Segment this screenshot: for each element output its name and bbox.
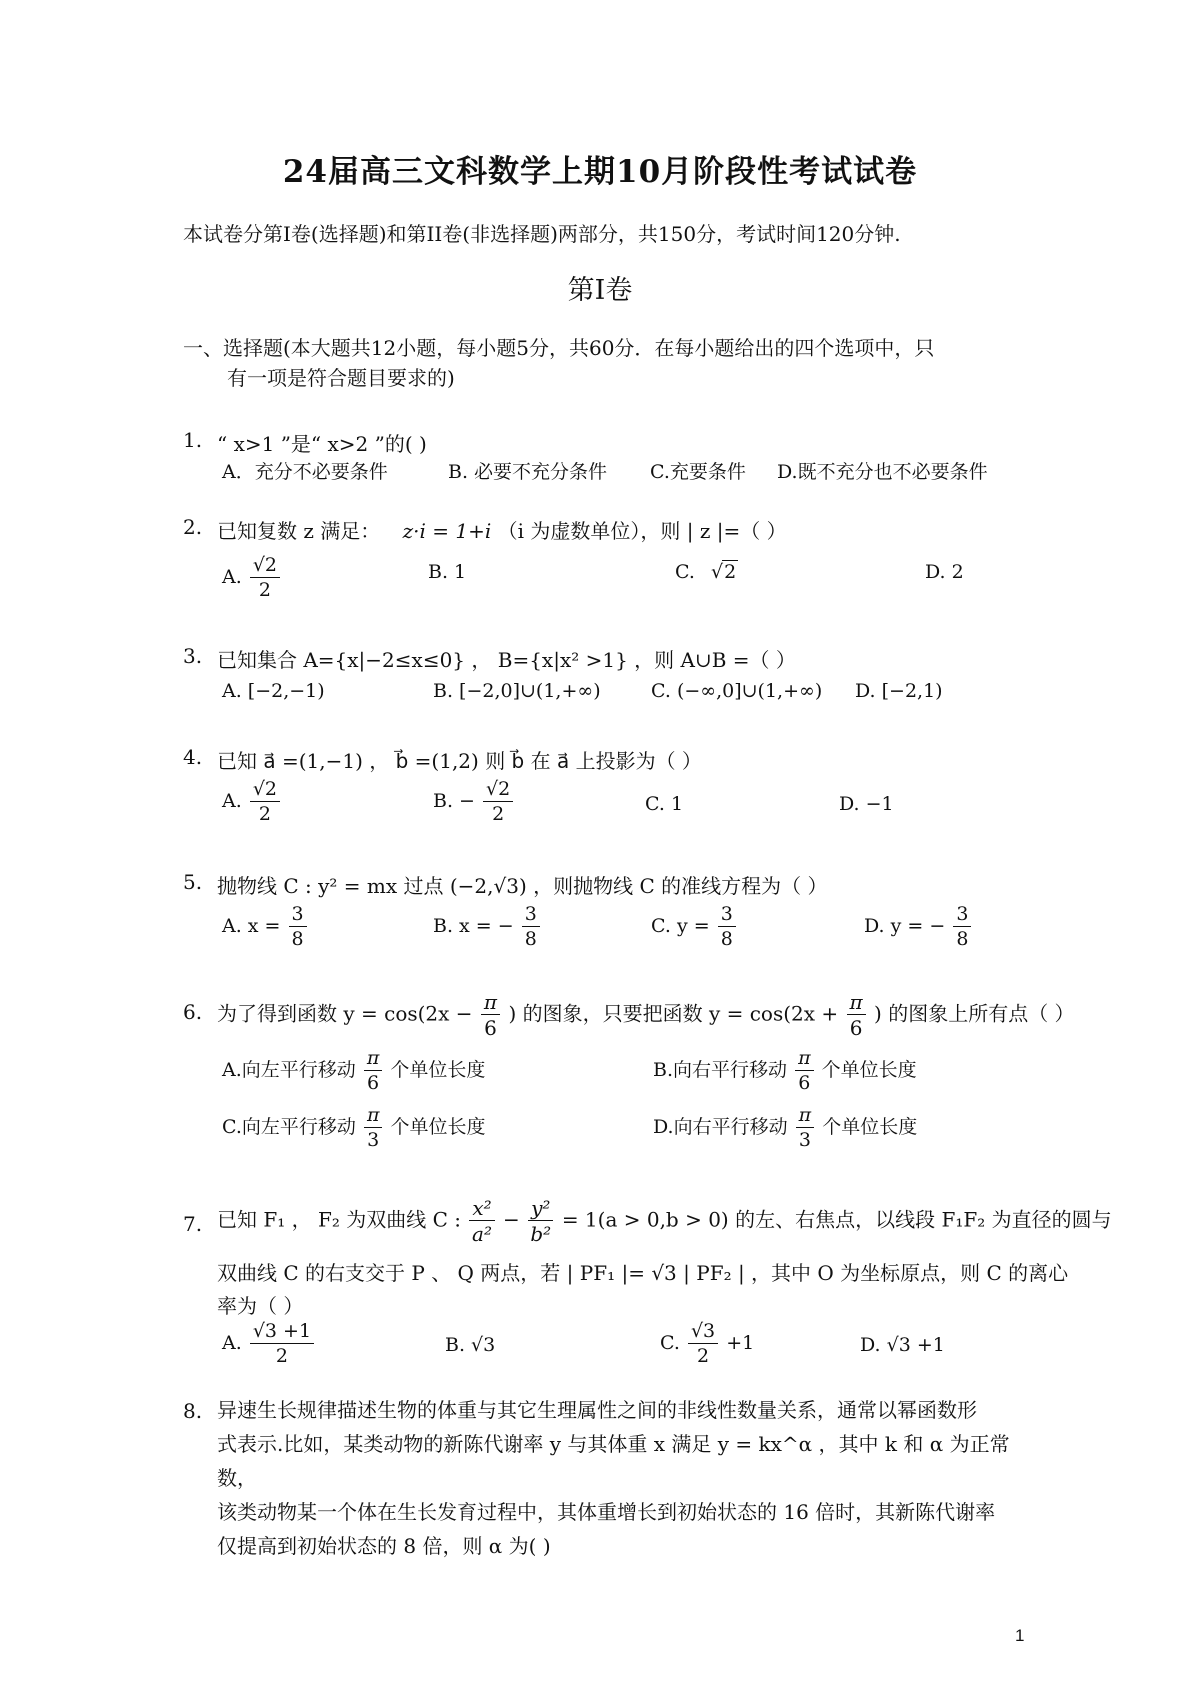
- stem-line: 仅提高到初始状态的 8 倍，则 α 为( ): [217, 1534, 551, 1558]
- option-label: A.: [222, 566, 242, 588]
- section-heading: [183, 333, 1023, 393]
- question-stem-line-1: [217, 1198, 1112, 1244]
- option-label: C. y =: [651, 915, 710, 937]
- option-label: D.向右平行移动: [653, 1116, 788, 1138]
- numerator: 3: [522, 905, 540, 927]
- numerator: √2: [250, 556, 280, 578]
- numerator: π: [481, 992, 500, 1015]
- fraction: [469, 1198, 494, 1244]
- question-number: 8.: [183, 1399, 203, 1423]
- fraction: [481, 992, 500, 1038]
- exam-intro: 本试卷分第I卷(选择题)和第II卷(非选择题)两部分，共150分，考试时间120分钟.: [183, 222, 901, 246]
- denominator: 6: [367, 1072, 380, 1094]
- fraction: [522, 905, 540, 949]
- question-number: 6.: [183, 1000, 203, 1024]
- option-d: D.既不充分也不必要条件: [777, 461, 988, 483]
- fraction: [796, 1106, 815, 1150]
- option-label: B. x = −: [433, 915, 514, 937]
- question-number: 2.: [183, 515, 203, 539]
- denominator: 6: [484, 1016, 497, 1040]
- option-label: C.向左平行移动: [222, 1116, 356, 1138]
- option-c: [660, 1322, 754, 1366]
- question-stem: [217, 992, 1075, 1038]
- denominator: 3: [367, 1129, 380, 1151]
- question-number: 5.: [183, 870, 203, 894]
- option-d: D. 2: [925, 561, 964, 583]
- option-a: [222, 1322, 316, 1366]
- option-c: C. (−∞,0]∪(1,+∞): [651, 680, 823, 702]
- option-d: D. √3 +1: [860, 1334, 945, 1356]
- stem-line: 式表示.比如，某类动物的新陈代谢率 y 与其体重 x 满足 y = kx^α ，其中 k 和 α 为正常数，: [217, 1432, 1010, 1490]
- denominator: 8: [720, 928, 733, 950]
- sqrt: √2: [710, 561, 737, 583]
- numerator: √2: [483, 780, 513, 802]
- question-stem: “ x>1 ”是“ x>2 ”的( ): [217, 432, 427, 456]
- numerator: √3 +1: [250, 1322, 314, 1344]
- option-c: C. 1: [645, 793, 684, 815]
- option-unit: 个单位长度: [821, 1059, 917, 1081]
- denominator: 2: [258, 579, 271, 601]
- question-number: 3.: [183, 644, 203, 668]
- option-c: [651, 905, 738, 949]
- fraction: [688, 1322, 718, 1366]
- option-a: [222, 780, 282, 824]
- fraction: [250, 556, 280, 600]
- minus-sign: −: [503, 1207, 520, 1232]
- numerator: 3: [718, 905, 736, 927]
- denominator: 8: [956, 928, 969, 950]
- option-b: [433, 905, 542, 949]
- question-stem: 抛物线 C : y² = mx 过点 (−2,√3) ，则抛物线 C 的准线方程为（ ）: [217, 874, 828, 898]
- question-number: 7.: [183, 1212, 203, 1236]
- fraction: [953, 905, 971, 949]
- stem-part: ) 的图象上所有点（ ）: [874, 1001, 1075, 1026]
- stem-line: 该类动物某一个体在生长发育过程中，其体重增长到初始状态的 16 倍时，其新陈代谢率: [217, 1500, 996, 1524]
- stem-part: ) 的图象，只要把函数 y = cos(2x +: [508, 1001, 839, 1026]
- stem-line: 异速生长规律描述生物的体重与其它生理属性之间的非线性数量关系，通常以幂函数形: [217, 1398, 977, 1422]
- option-label: A. x =: [222, 915, 281, 937]
- denominator: 6: [849, 1016, 863, 1040]
- option-label: B. −: [433, 790, 475, 812]
- option-label: A.: [222, 1332, 242, 1354]
- numerator: π: [364, 1049, 383, 1071]
- stem-part: = 1(a > 0,b > 0) 的左、右焦点，以线段 F₁F₂ 为直径的圆与: [561, 1207, 1112, 1232]
- option-unit: 个单位长度: [390, 1116, 486, 1138]
- option-d: D. [−2,1): [855, 680, 943, 702]
- option-d: [653, 1106, 917, 1150]
- fraction: [795, 1049, 814, 1093]
- denominator: 2: [697, 1345, 710, 1367]
- question-stem-line-2: 双曲线 C 的右支交于 P 、 Q 两点，若 | PF₁ |= √3 | PF₂ | ，其中 O 为坐标原点，则 C 的离心: [217, 1261, 1069, 1285]
- question-stem: 已知 a⃗ =(1,−1) ， b⃗ =(1,2) 则 b⃗ 在 a⃗ 上投影为（ ）: [217, 749, 702, 773]
- option-b: B. 必要不充分条件: [448, 461, 608, 483]
- question-stem: 已知集合 A={x|−2≤x≤0} ， B={x|x² >1} ，则 A∪B =（ ）: [217, 648, 796, 672]
- option-tail: +1: [726, 1332, 755, 1354]
- fraction: [250, 780, 280, 824]
- denominator: 8: [291, 928, 304, 950]
- option-label: D. y = −: [864, 915, 946, 937]
- question-stem: [217, 515, 787, 544]
- denominator: 3: [798, 1129, 811, 1151]
- exam-title: 24届高三文科数学上期10月阶段性考试试卷: [282, 154, 918, 190]
- fraction: [847, 992, 866, 1038]
- numerator: √3: [688, 1322, 718, 1344]
- option-b: B. [−2,0]∪(1,+∞): [433, 680, 601, 702]
- denominator: 2: [275, 1345, 288, 1367]
- option-b: B. √3: [445, 1334, 496, 1356]
- option-a: [222, 556, 282, 600]
- option-a: [222, 905, 309, 949]
- numerator: π: [847, 992, 866, 1015]
- option-a: [222, 1049, 485, 1093]
- numerator: 3: [953, 905, 971, 927]
- numerator: √2: [250, 780, 280, 802]
- option-label: B.向右平行移动: [653, 1059, 788, 1081]
- option-c: [675, 561, 738, 583]
- question-stem-line-3: 率为（ ）: [217, 1294, 304, 1318]
- fraction: [289, 905, 307, 949]
- denominator: b²: [530, 1222, 552, 1246]
- option-d: [864, 905, 973, 949]
- section-line-1: 一、选择题(本大题共12小题，每小题5分，共60分．在每小题给出的四个选项中，只: [183, 336, 935, 360]
- denominator: 2: [492, 803, 505, 825]
- option-b: [433, 780, 515, 824]
- fraction: [718, 905, 736, 949]
- numerator: y²: [528, 1198, 553, 1221]
- fraction: [364, 1049, 383, 1093]
- question-stem: [217, 1393, 1047, 1563]
- option-label: A.向左平行移动: [222, 1059, 356, 1081]
- option-d: D. −1: [839, 793, 894, 815]
- fraction: [250, 1322, 314, 1366]
- fraction: [528, 1198, 553, 1244]
- question-number: 4.: [183, 745, 203, 769]
- option-a: A. [−2,−1): [222, 680, 325, 702]
- numerator: π: [364, 1106, 383, 1128]
- stem-part: 已知 F₁ ， F₂ 为双曲线 C :: [217, 1207, 461, 1232]
- question-number: 1.: [183, 428, 203, 452]
- denominator: 8: [524, 928, 537, 950]
- stem-part: 已知复数 z 满足：: [217, 519, 381, 543]
- denominator: a²: [472, 1222, 492, 1246]
- section-line-2: 有一项是符合题目要求的): [227, 366, 455, 390]
- option-unit: 个单位长度: [822, 1116, 918, 1138]
- numerator: 3: [289, 905, 307, 927]
- option-c: [222, 1106, 486, 1150]
- page-number: 1: [1015, 1626, 1025, 1645]
- option-c: C.充要条件: [650, 461, 746, 483]
- option-a: A．充分不必要条件: [222, 461, 388, 483]
- option-unit: 个单位长度: [390, 1059, 486, 1081]
- stem-part: （i 为虚数单位），则 | z |=（ ）: [497, 519, 787, 543]
- stem-part: z·i = 1+i: [402, 519, 492, 543]
- fraction: [483, 780, 513, 824]
- option-label: C.: [675, 561, 695, 583]
- option-label: A.: [222, 790, 242, 812]
- numerator: π: [796, 1106, 815, 1128]
- option-label: C.: [660, 1332, 680, 1354]
- denominator: 6: [798, 1072, 811, 1094]
- numerator: π: [795, 1049, 814, 1071]
- fraction: [364, 1106, 383, 1150]
- stem-part: 为了得到函数 y = cos(2x −: [217, 1001, 473, 1026]
- part-heading: 第I卷: [567, 275, 633, 306]
- option-b: [653, 1049, 917, 1093]
- numerator: x²: [469, 1198, 494, 1221]
- denominator: 2: [258, 803, 271, 825]
- option-b: B. 1: [428, 561, 467, 583]
